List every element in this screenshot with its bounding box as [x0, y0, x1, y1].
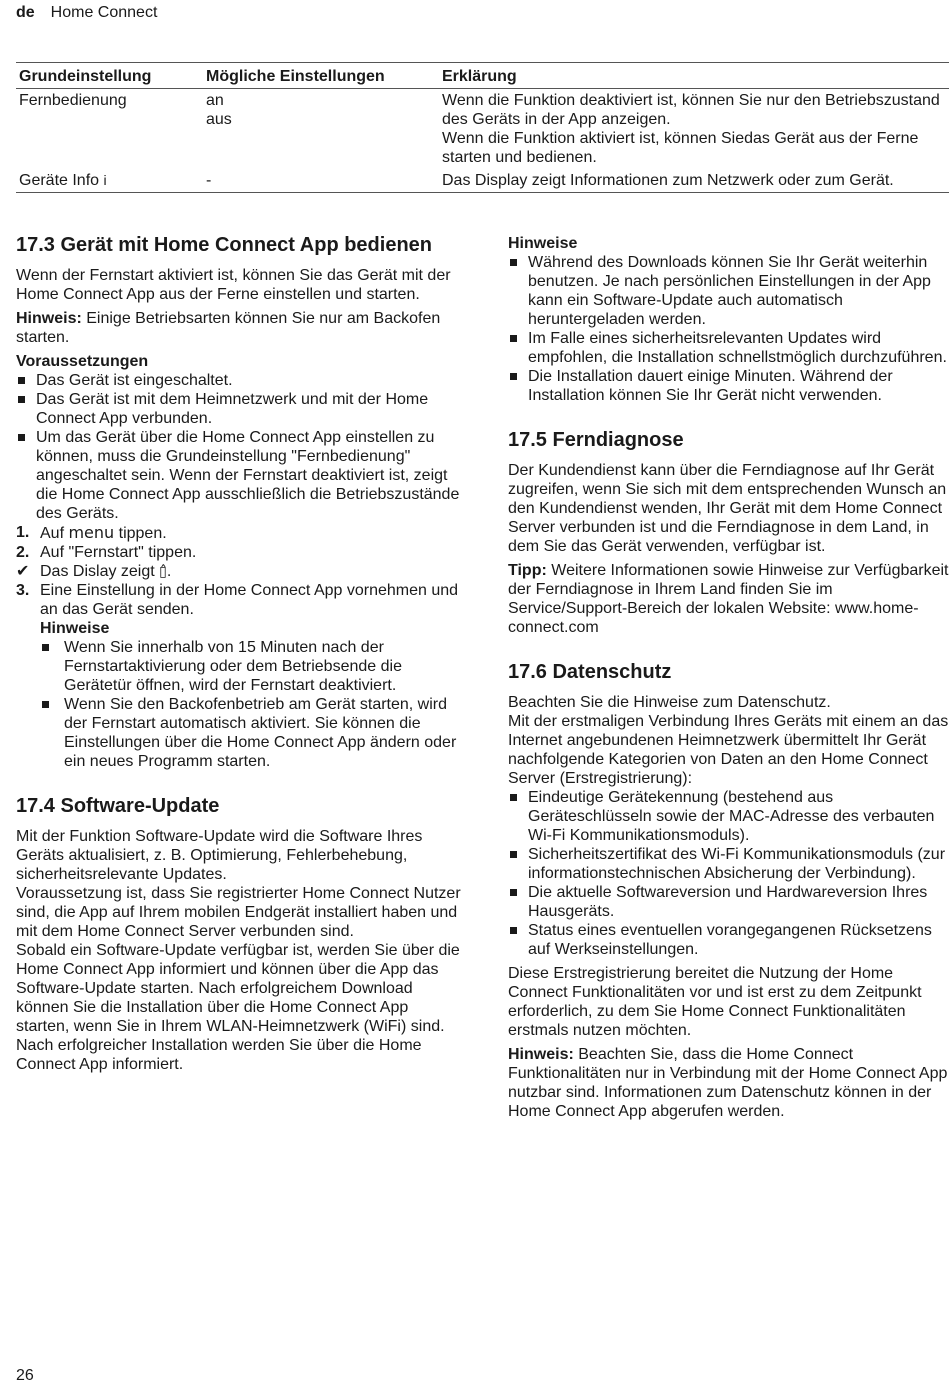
step-item	[16, 543, 461, 562]
list-item: Sicherheitszertifikat des Wi-Fi Kommunikationsmoduls (zur informationstechnischen Absicherung der Verbindung).	[508, 845, 949, 883]
list-item: Im Falle eines sicherheitsrelevanten Updates wird empfohlen, die Installation schnellstmöglich durchzuführen.	[508, 329, 949, 367]
info-icon: i	[103, 172, 107, 188]
page-number: 26	[16, 1367, 34, 1384]
list-item: Wenn Sie den Backofenbetrieb am Gerät starten, wird der Fernstart automatisch aktiviert. Sie können die Einstellungen über die Home Connect App ändern oder ein neues Programm starten.	[40, 695, 461, 771]
section-title-17-6: 17.6 Datenschutz	[508, 661, 672, 683]
step-text: tippen.	[114, 525, 167, 542]
list-item: Während des Downloads können Sie Ihr Gerät weiterhin benutzen. Je nach persönlichen Einstellungen in der App kann ein Software-Update auch automatisch heruntergeladen werden.	[508, 253, 949, 329]
list-item: Um das Gerät über die Home Connect App einstellen zu können, muss die Grundeinstellung "Fernbedienung" angeschaltet sein. Wenn der Fernstart deaktiviert ist, zeigt die Home Connect App ausschließlich die Betriebszustände des Geräts.	[16, 428, 461, 523]
option-value: an	[206, 92, 224, 109]
list-item: Das Gerät ist mit dem Heimnetzwerk und mit der Home Connect App verbunden.	[16, 390, 461, 428]
note	[16, 309, 461, 347]
left-column	[16, 232, 461, 1074]
setting-name	[16, 169, 203, 193]
step-text: .	[166, 563, 172, 580]
setting-options	[203, 89, 439, 170]
hints-title: Hinweise	[40, 620, 110, 637]
setting-name: Fernbedienung	[19, 92, 127, 109]
step-marker: 2.	[16, 544, 30, 561]
menu-label: menu	[68, 523, 115, 542]
step-marker: 3.	[16, 582, 30, 599]
table-row	[16, 169, 949, 193]
step-marker: 1.	[16, 524, 30, 541]
section-title-17-3: 17.3 Gerät mit Home Connect App bedienen	[16, 234, 433, 256]
note-text: Einige Betriebsarten können Sie nur am Backofen starten.	[16, 310, 441, 346]
paragraph: Sobald ein Software-Update verfügbar ist, werden Sie über die Home Connect App informiert und können über die App das Software-Update starten. Nach erfolgreichem Download können Sie die Installation über die Home Connect App starten, wenn Sie in Ihrem WLAN-Heimnetzwerk (WiFi) sind. Nach erfolgreicher Installation werden Sie über die Home Connect App informiert.	[16, 942, 460, 1073]
section-title-17-4: 17.4 Software-Update	[16, 795, 220, 817]
hints-list	[508, 253, 949, 405]
tip	[508, 561, 949, 637]
note-label: Hinweis:	[16, 310, 82, 327]
hints-list	[40, 638, 461, 771]
setting-name-text: Geräte Info	[19, 172, 100, 189]
paragraph: Mit der erstmaligen Verbindung Ihres Geräts mit einem an das Internet angebundenen Heimnetzwerk übermittelt Ihr Gerät nachfolgende Kategorien von Daten an den Home Connect Server (Erstregistrierung):	[508, 713, 949, 787]
paragraph: Diese Erstregistrierung bereitet die Nutzung der Home Connect Funktionalitäten vor und ist erst zu dem Zeitpunkt erforderlich, zu dem Sie Home Connect Funktionalitäten erstmals nutzen möchten.	[508, 965, 922, 1039]
settings-table	[16, 62, 949, 193]
paragraph: Voraussetzung ist, dass Sie registrierter Home Connect Nutzer sind, die App auf Ihrem mobilen Endgerät installiert haben und mit dem Home Connect Server verbunden sind.	[16, 885, 461, 940]
paragraph: Der Kundendienst kann über die Ferndiagnose auf Ihr Gerät zugreifen, wenn Sie sich mit dem entsprechenden Wunsch an den Kundendienst wenden, Ihr Gerät mit dem Home Connect Server verbunden ist und die Ferndiagnose in dem Land, in dem Sie das Gerät verwenden, verfügbar ist.	[508, 462, 947, 555]
check-icon: ✔	[16, 563, 30, 580]
step-item	[16, 562, 461, 581]
list-item: Das Gerät ist eingeschaltet.	[16, 371, 461, 390]
list-item: Die Installation dauert einige Minuten. Während der Installation können Sie Ihr Gerät nicht verwenden.	[508, 367, 949, 405]
note-text: Beachten Sie, dass die Home Connect Funktionalitäten nur in Verbindung mit der Home Connect App nutzbar sind. Informationen zum Datenschutz können in der Home Connect App abgerufen werden.	[508, 1046, 948, 1120]
list-item: Eindeutige Gerätekennung (bestehend aus Geräteschlüsseln sowie der MAC-Adresse des verbauten Wi-Fi Kommunikationsmoduls).	[508, 788, 949, 845]
column-header-options: Mögliche Einstellungen	[203, 63, 439, 89]
section-title-17-5: 17.5 Ferndiagnose	[508, 429, 684, 451]
language-code: de	[16, 4, 35, 21]
hints-block	[16, 619, 461, 771]
list-item: Die aktuelle Softwareversion und Hardwareversion Ihres Hausgeräts.	[508, 883, 949, 921]
hints-title: Hinweise	[508, 235, 578, 252]
paragraph: Mit der Funktion Software-Update wird die Software Ihres Geräts aktualisiert, z. B. Optimierung, Fehlerbehebung, sicherheitsrelevante Updates.	[16, 828, 423, 883]
tip-text: Weitere Informationen sowie Hinweise zur Verfügbarkeit der Ferndiagnose in Ihrem Land finden Sie im Service/Support-Bereich der lokalen Website: www.home-connect.com	[508, 562, 949, 636]
list-item: Wenn Sie innerhalb von 15 Minuten nach der Fernstartaktivierung oder dem Betriebsende die Gerätetür öffnen, wird der Fernstart deaktiviert.	[40, 638, 461, 695]
table-row	[16, 89, 949, 170]
setting-options: -	[203, 169, 439, 193]
column-header-explanation: Erklärung	[439, 63, 949, 89]
requirements-list	[16, 371, 461, 523]
step-text: Auf "Fernstart" tippen.	[40, 544, 197, 561]
note-label: Hinweis:	[508, 1046, 574, 1063]
step-text: Das Dislay zeigt	[40, 563, 160, 580]
paragraph: Beachten Sie die Hinweise zum Datenschutz.	[508, 694, 831, 711]
page-header	[16, 3, 157, 22]
step-text: Eine Einstellung in der Home Connect App vornehmen und an das Gerät senden.	[40, 582, 459, 618]
step-text: Auf	[40, 525, 69, 542]
step-item	[16, 523, 461, 543]
explanation-line: Wenn die Funktion aktiviert ist, können Siedas Gerät aus der Ferne starten und bedienen.	[442, 130, 919, 166]
tip-label: Tipp:	[508, 562, 547, 579]
setting-explanation	[439, 89, 949, 170]
column-header-setting: Grundeinstellung	[16, 63, 203, 89]
header-title: Home Connect	[50, 4, 158, 21]
remote-start-icon: ▯̂	[159, 563, 167, 579]
option-value: aus	[206, 111, 232, 128]
paragraph: Wenn der Fernstart aktiviert ist, können Sie das Gerät mit der Home Connect App aus der Ferne einstellen und starten.	[16, 267, 451, 303]
requirements-title: Voraussetzungen	[16, 353, 149, 370]
right-column	[508, 234, 949, 1126]
data-categories-list	[508, 788, 949, 959]
setting-explanation: Das Display zeigt Informationen zum Netzwerk oder zum Gerät.	[439, 169, 949, 193]
list-item: Status eines eventuellen vorangegangenen Rücksetzens auf Werkseinstellungen.	[508, 921, 949, 959]
steps-list	[16, 523, 461, 619]
step-item	[16, 581, 461, 619]
note	[508, 1045, 949, 1121]
explanation-line: Wenn die Funktion deaktiviert ist, können Sie nur den Betriebszustand des Geräts in der App anzeigen.	[442, 92, 940, 128]
